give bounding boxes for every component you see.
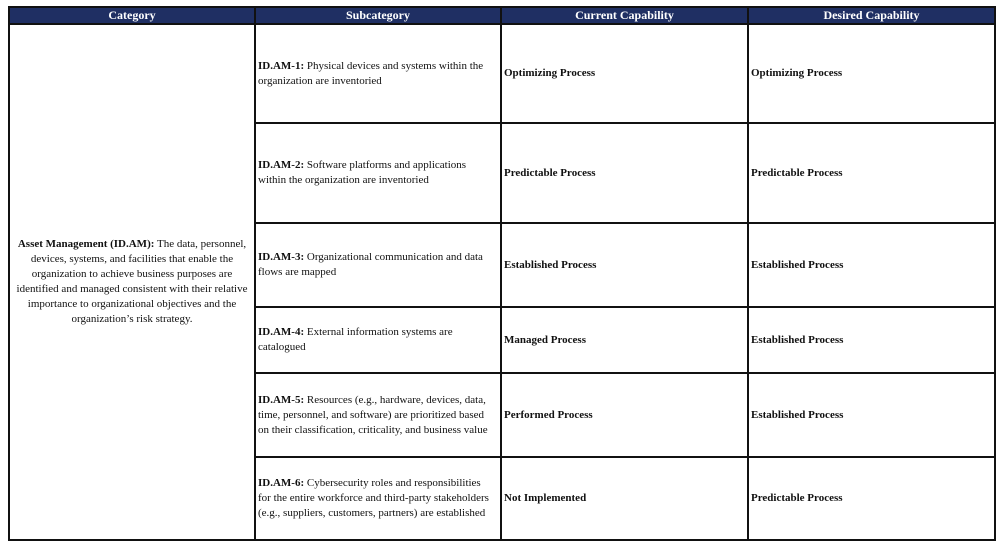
desired-capability-cell: Optimizing Process bbox=[748, 24, 995, 123]
subcategory-id: ID.AM-4: bbox=[258, 326, 305, 338]
subcategory-cell bbox=[255, 223, 501, 307]
subcategory-text: Organizational communication and data flows are mapped bbox=[258, 251, 483, 278]
subcategory-id: ID.AM-3: bbox=[258, 251, 305, 263]
subcategory-cell bbox=[255, 373, 501, 457]
subcategory-cell bbox=[255, 307, 501, 373]
subcategory-id: ID.AM-1: bbox=[258, 59, 305, 72]
desired-capability-cell: Predictable Process bbox=[748, 123, 995, 223]
subcategory-id: ID.AM-2: bbox=[258, 159, 305, 171]
subcategory-id: ID.AM-5: bbox=[258, 393, 305, 406]
subcategory-text: Cybersecurity roles and responsibilities for the entire workforce and third-party stakeholders (e.g., suppliers, customers, partners) are established bbox=[258, 477, 489, 519]
subcategory-text: Physical devices and systems within the organization are inventoried bbox=[258, 59, 484, 87]
header-current-capability: Current Capability bbox=[501, 7, 748, 24]
category-label: Asset Management (ID.AM): bbox=[17, 238, 155, 250]
subcategory-text: Resources (e.g., hardware, devices, data, time, personnel, and software) are prioritized based on their classification, criticality, and business value bbox=[258, 393, 488, 436]
desired-capability-cell: Established Process bbox=[748, 223, 995, 307]
header-row bbox=[9, 7, 995, 24]
desired-capability-cell: Established Process bbox=[748, 373, 995, 457]
desired-capability-cell: Established Process bbox=[748, 307, 995, 373]
header-subcategory: Subcategory bbox=[255, 7, 501, 24]
subcategory-cell bbox=[255, 123, 501, 223]
subcategory-cell bbox=[255, 457, 501, 540]
current-capability-cell: Not Implemented bbox=[501, 457, 748, 540]
subcategory-text: External information systems are catalogued bbox=[258, 326, 453, 353]
capability-table bbox=[8, 6, 996, 541]
desired-capability-cell: Predictable Process bbox=[748, 457, 995, 540]
table-row bbox=[9, 24, 995, 123]
subcategory-text: Software platforms and applications within the organization are inventoried bbox=[258, 159, 467, 186]
current-capability-cell: Managed Process bbox=[501, 307, 748, 373]
capability-table-container bbox=[8, 6, 996, 541]
subcategory-cell bbox=[255, 24, 501, 123]
current-capability-cell: Optimizing Process bbox=[501, 24, 748, 123]
current-capability-cell: Predictable Process bbox=[501, 123, 748, 223]
category-cell bbox=[9, 24, 255, 540]
current-capability-cell: Performed Process bbox=[501, 373, 748, 457]
current-capability-cell: Established Process bbox=[501, 223, 748, 307]
subcategory-id: ID.AM-6: bbox=[258, 477, 305, 489]
category-description: The data, personnel, devices, systems, and facilities that enable the organization to achieve business purposes are identified and managed consistent with their relative importance to organizational objectives and the organization’s risk strategy. bbox=[16, 238, 248, 325]
header-category: Category bbox=[9, 7, 255, 24]
header-desired-capability: Desired Capability bbox=[748, 7, 995, 24]
